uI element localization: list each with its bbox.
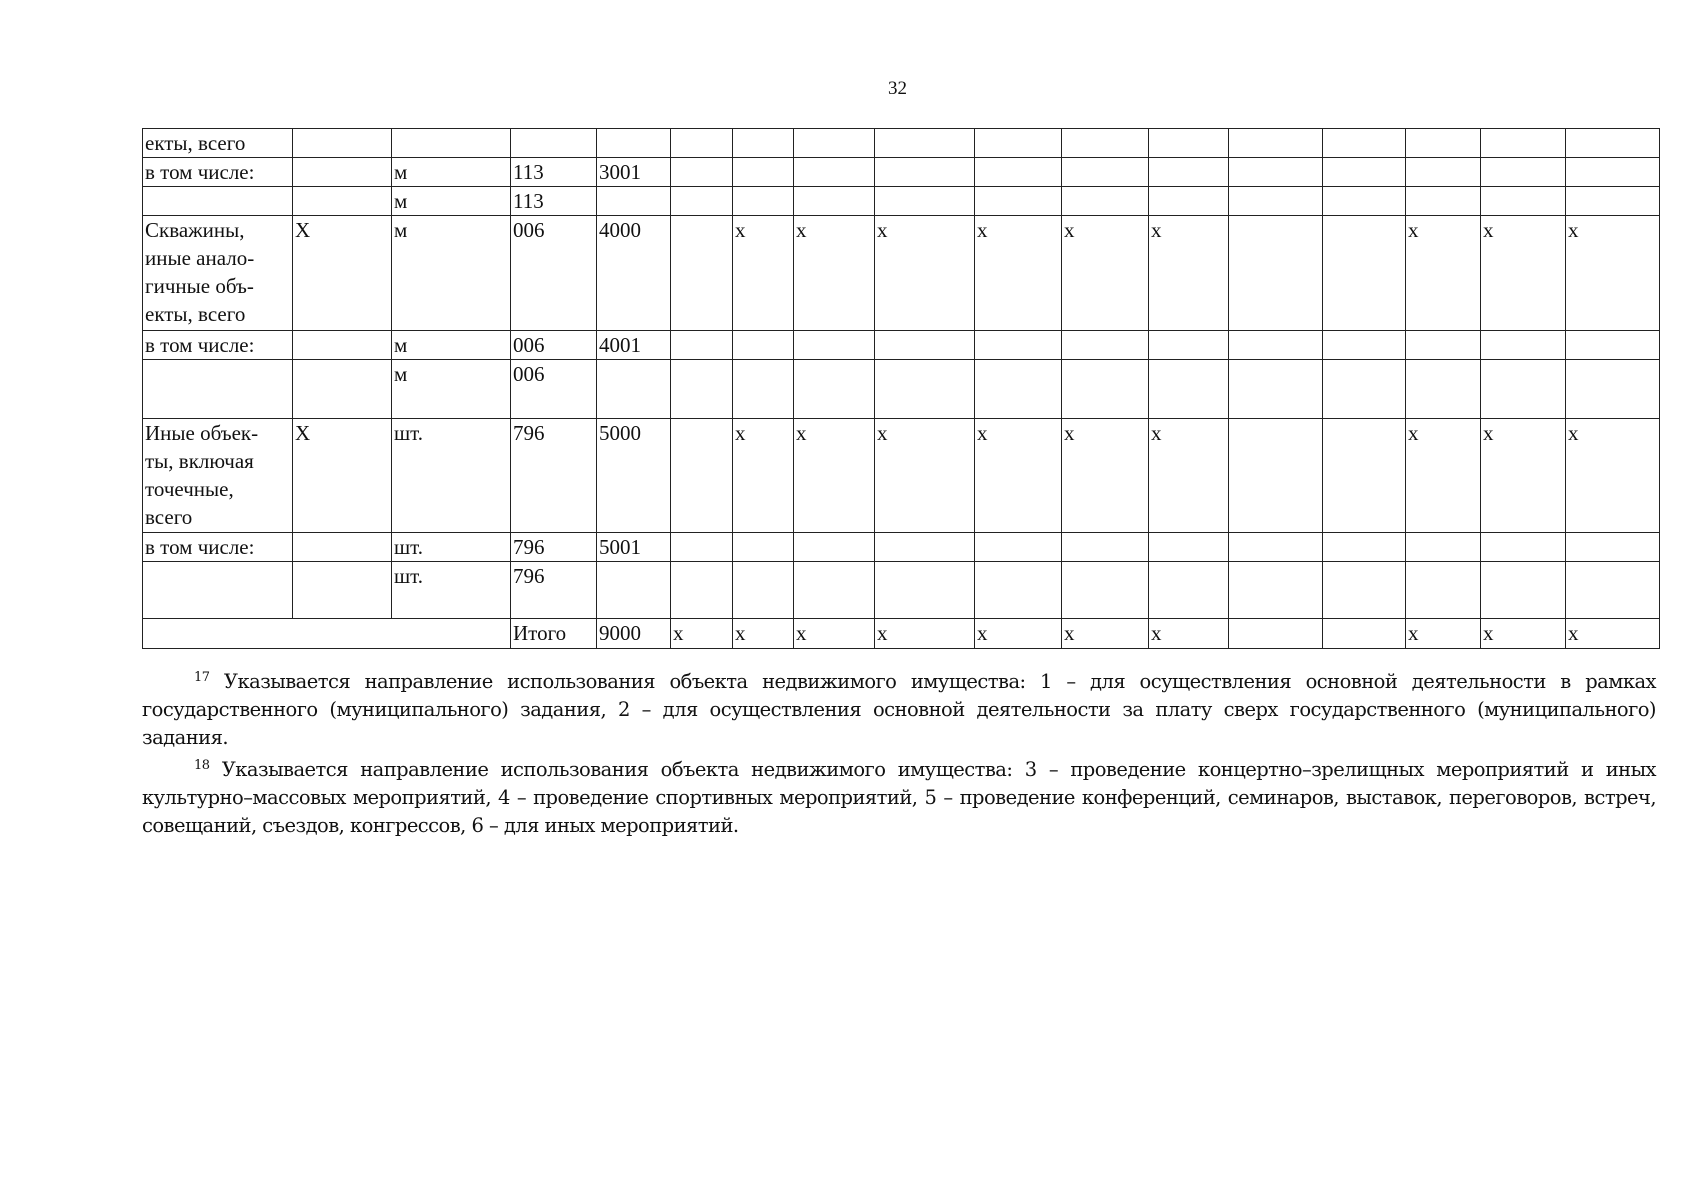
- table-cell: [1149, 129, 1229, 158]
- table-cell: [1406, 187, 1481, 216]
- table-cell: 113: [511, 158, 597, 187]
- table-cell: [1323, 187, 1406, 216]
- table-row: [143, 158, 1660, 187]
- table-cell: [1566, 187, 1660, 216]
- table-cell: [1481, 129, 1566, 158]
- total-row: [143, 619, 1660, 649]
- table-cell: [794, 360, 875, 419]
- table-cell: 006: [511, 331, 597, 360]
- table-cell: [1323, 360, 1406, 419]
- table-cell: [1406, 360, 1481, 419]
- table-cell: Иные объек- ты, включая точечные, всего: [143, 419, 293, 533]
- table-cell: х: [1406, 619, 1481, 649]
- table-cell: [1406, 533, 1481, 562]
- table-cell: [1406, 158, 1481, 187]
- table-cell: х: [1566, 619, 1660, 649]
- table-cell: [1481, 331, 1566, 360]
- table-cell: [1323, 619, 1406, 649]
- table-cell: [671, 158, 733, 187]
- table-cell: Скважины, иные анало- гичные объ- екты, всего: [143, 216, 293, 331]
- table-cell: [597, 562, 671, 619]
- table-cell: [293, 158, 392, 187]
- table-cell: [975, 129, 1062, 158]
- table-cell: х: [975, 619, 1062, 649]
- table-cell: [671, 129, 733, 158]
- table-cell: [1149, 533, 1229, 562]
- table-cell: х: [875, 419, 975, 533]
- table-cell: [875, 360, 975, 419]
- table-cell: [1481, 360, 1566, 419]
- table-cell: 113: [511, 187, 597, 216]
- table-cell: х: [1062, 619, 1149, 649]
- table-cell: [794, 533, 875, 562]
- table-cell: [1229, 129, 1323, 158]
- footnote-number: 18: [194, 758, 210, 773]
- table-cell: х: [733, 216, 794, 331]
- table-cell: [1566, 360, 1660, 419]
- table-cell: [1566, 331, 1660, 360]
- table-cell: [1566, 158, 1660, 187]
- table-cell: [1566, 562, 1660, 619]
- table-cell: [1062, 331, 1149, 360]
- table-cell: [671, 533, 733, 562]
- table-cell: [875, 158, 975, 187]
- table-cell: х: [1481, 619, 1566, 649]
- table-cell: х: [794, 216, 875, 331]
- table-row: [143, 533, 1660, 562]
- table-cell: х: [975, 216, 1062, 331]
- table-cell: [1149, 158, 1229, 187]
- table-cell: [392, 129, 511, 158]
- table-cell: [733, 129, 794, 158]
- table-cell: [875, 533, 975, 562]
- table-cell: Х: [293, 216, 392, 331]
- table-cell: х: [1149, 619, 1229, 649]
- table-row: [143, 562, 1660, 619]
- table-cell: [733, 533, 794, 562]
- table-cell: х: [1406, 419, 1481, 533]
- table-cell: 4000: [597, 216, 671, 331]
- table-cell: [1481, 158, 1566, 187]
- table-cell: [1481, 533, 1566, 562]
- table-cell: х: [1149, 216, 1229, 331]
- table-cell: [1323, 158, 1406, 187]
- table-row: [143, 331, 1660, 360]
- table-cell: [1062, 187, 1149, 216]
- table-cell: [875, 562, 975, 619]
- table-cell: 796: [511, 419, 597, 533]
- table-cell: [1229, 562, 1323, 619]
- table-cell: 9000: [597, 619, 671, 649]
- table-cell: 3001: [597, 158, 671, 187]
- table-cell: х: [1566, 419, 1660, 533]
- table-cell: [293, 129, 392, 158]
- table-cell: [794, 331, 875, 360]
- table-row: [143, 216, 1660, 331]
- table-cell: [975, 562, 1062, 619]
- table-cell: в том числе:: [143, 158, 293, 187]
- table-cell: [1323, 533, 1406, 562]
- footnote-18: [142, 752, 1656, 840]
- table-cell: [597, 360, 671, 419]
- table-cell: [875, 331, 975, 360]
- table-cell: [1062, 562, 1149, 619]
- table-cell: Х: [293, 419, 392, 533]
- table-cell: 5001: [597, 533, 671, 562]
- page-number: 32: [888, 78, 907, 99]
- table-cell: [671, 360, 733, 419]
- table-cell: [975, 331, 1062, 360]
- table-cell: [1149, 331, 1229, 360]
- table-cell: 796: [511, 562, 597, 619]
- table-cell: [143, 562, 293, 619]
- table-row: [143, 419, 1660, 533]
- table-cell: [1323, 419, 1406, 533]
- table-cell: [1062, 533, 1149, 562]
- table-cell: [875, 187, 975, 216]
- table-cell: х: [1481, 216, 1566, 331]
- table-cell: [1323, 331, 1406, 360]
- table-cell: [1229, 419, 1323, 533]
- table-cell: Итого: [511, 619, 597, 649]
- table-cell: х: [875, 216, 975, 331]
- table-cell: [1229, 187, 1323, 216]
- footnotes: [142, 664, 1656, 840]
- table-cell: [733, 562, 794, 619]
- table-cell: м: [392, 187, 511, 216]
- table-cell: х: [1149, 419, 1229, 533]
- table-cell: [597, 129, 671, 158]
- table-cell: м: [392, 360, 511, 419]
- table-cell: [1229, 360, 1323, 419]
- table-cell: х: [1481, 419, 1566, 533]
- table-cell: [293, 533, 392, 562]
- table-cell: [1406, 129, 1481, 158]
- table-cell: [794, 562, 875, 619]
- table-cell: [733, 158, 794, 187]
- table-cell: шт.: [392, 419, 511, 533]
- table-cell: [143, 619, 511, 649]
- table-cell: [1229, 158, 1323, 187]
- table-cell: [671, 216, 733, 331]
- table-cell: м: [392, 331, 511, 360]
- table-cell: [1323, 562, 1406, 619]
- table-cell: [794, 187, 875, 216]
- table-cell: [1323, 129, 1406, 158]
- table-cell: шт.: [392, 533, 511, 562]
- table-cell: [975, 187, 1062, 216]
- table-cell: [975, 360, 1062, 419]
- table-cell: [511, 129, 597, 158]
- table-cell: м: [392, 216, 511, 331]
- table-cell: [1149, 187, 1229, 216]
- table-cell: 4001: [597, 331, 671, 360]
- table-cell: [671, 187, 733, 216]
- table-cell: [1229, 331, 1323, 360]
- table-cell: х: [1406, 216, 1481, 331]
- table-cell: х: [1062, 216, 1149, 331]
- table-cell: х: [1062, 419, 1149, 533]
- table-cell: [1566, 533, 1660, 562]
- table-cell: х: [794, 619, 875, 649]
- table-row: [143, 360, 1660, 419]
- table-cell: х: [794, 419, 875, 533]
- table-cell: х: [875, 619, 975, 649]
- table-cell: [1062, 360, 1149, 419]
- table-row: [143, 129, 1660, 158]
- table-cell: [671, 562, 733, 619]
- table-cell: [143, 360, 293, 419]
- table-cell: [975, 533, 1062, 562]
- footnote-number: 17: [194, 670, 210, 685]
- table-cell: [1229, 619, 1323, 649]
- table-cell: 5000: [597, 419, 671, 533]
- table-cell: [1406, 331, 1481, 360]
- table-cell: [1149, 360, 1229, 419]
- table-cell: 006: [511, 360, 597, 419]
- table-cell: х: [1566, 216, 1660, 331]
- table-cell: [597, 187, 671, 216]
- property-table: [142, 128, 1660, 649]
- table-cell: х: [733, 419, 794, 533]
- table-cell: [733, 331, 794, 360]
- footnote-17: [142, 664, 1656, 752]
- table-cell: [143, 187, 293, 216]
- table-cell: [671, 331, 733, 360]
- table-cell: [293, 360, 392, 419]
- table-row: [143, 187, 1660, 216]
- table-cell: [1323, 216, 1406, 331]
- table-cell: [293, 331, 392, 360]
- table-cell: х: [733, 619, 794, 649]
- table-cell: [794, 129, 875, 158]
- footnote-text: Указывается направление использования объекта недвижимого имущества: 1 – для осуществления основной деятельности в рамках государственного (муниципального) задания, 2 – для осуществления основной деятельности за плату сверх государственного (муниципального) задания.: [142, 670, 1656, 749]
- table-cell: [1481, 187, 1566, 216]
- table-cell: [1062, 158, 1149, 187]
- table-cell: [671, 419, 733, 533]
- table-cell: [1149, 562, 1229, 619]
- table-cell: [1062, 129, 1149, 158]
- footnote-text: Указывается направление использования объекта недвижимого имущества: 3 – проведение концертно–зрелищных мероприятий и иных культурно–массовых мероприятий, 4 – проведение спортивных мероприятий, 5 – проведение конференций, семинаров, выставок, переговоров, встреч, совещаний, съездов, конгрессов, 6 – для иных мероприятий.: [142, 758, 1656, 837]
- table-cell: [794, 158, 875, 187]
- table-cell: х: [671, 619, 733, 649]
- table-cell: х: [975, 419, 1062, 533]
- table-cell: [975, 158, 1062, 187]
- table-cell: м: [392, 158, 511, 187]
- table-cell: [1566, 129, 1660, 158]
- table-cell: шт.: [392, 562, 511, 619]
- table-cell: [293, 187, 392, 216]
- table-cell: екты, всего: [143, 129, 293, 158]
- table-cell: [733, 187, 794, 216]
- table-cell: 006: [511, 216, 597, 331]
- table-cell: [875, 129, 975, 158]
- table-cell: в том числе:: [143, 331, 293, 360]
- table-cell: [1481, 562, 1566, 619]
- table-cell: [733, 360, 794, 419]
- table-cell: в том числе:: [143, 533, 293, 562]
- table-cell: [1406, 562, 1481, 619]
- table-cell: [1229, 533, 1323, 562]
- table-cell: [293, 562, 392, 619]
- table-cell: [1229, 216, 1323, 331]
- table-cell: 796: [511, 533, 597, 562]
